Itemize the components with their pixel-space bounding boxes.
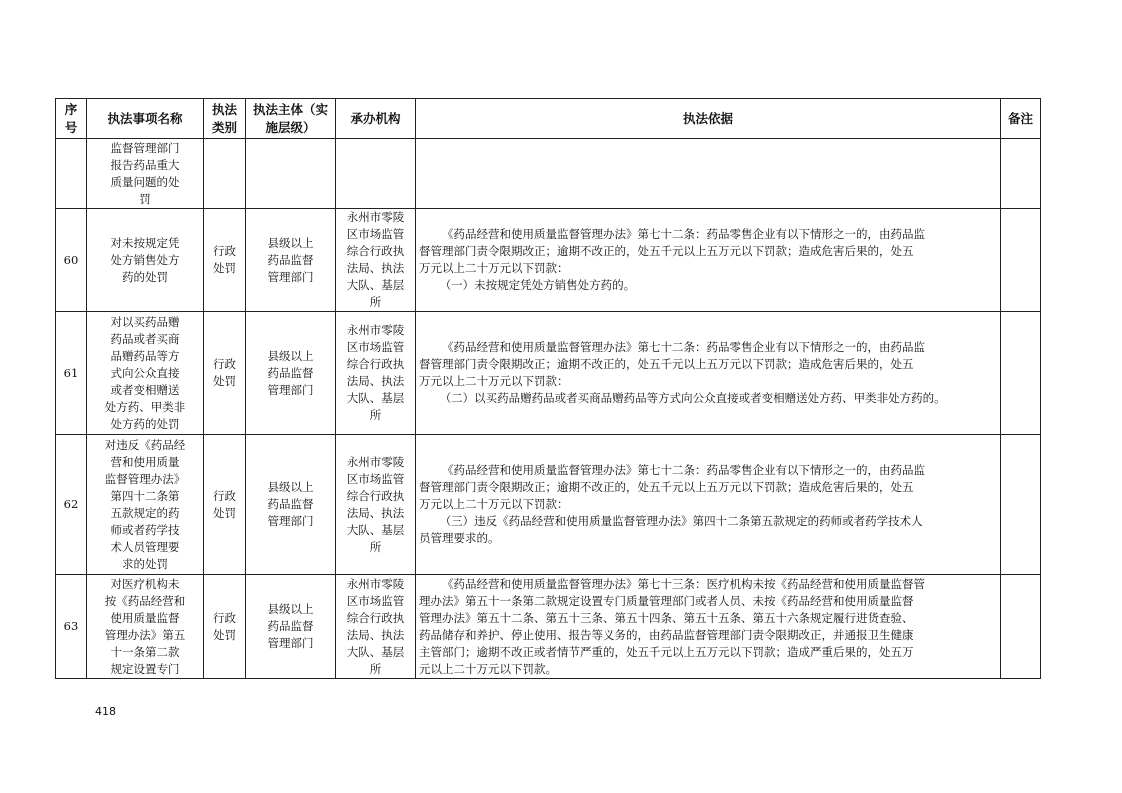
cell-seq: 61 <box>56 312 87 435</box>
name-line: 使用质量监督 <box>110 610 180 625</box>
basis-line: 督管理部门责令限期改正；逾期不改正的，处五千元以上五万元以下罚款；造成危害后果的，处五 <box>419 244 914 258</box>
cell-note <box>1001 139 1041 209</box>
cell-name <box>87 139 204 209</box>
name-line: 按《药品经营和 <box>104 593 186 608</box>
cell-office <box>336 139 416 209</box>
basis-line: 员管理要求的。 <box>419 531 500 545</box>
cell-basis <box>416 435 1001 575</box>
category-line: 处罚 <box>213 627 236 642</box>
office-line: 大队、基层 <box>346 644 405 659</box>
cell-name <box>87 575 204 679</box>
basis-line: 药品储存和养护、停止使用、报告等义务的，由药品监督管理部门责令限期改正，并通报卫生健康 <box>419 627 914 642</box>
category-line: 行政 <box>213 244 236 258</box>
header-note: 备注 <box>1001 99 1041 139</box>
name-line: 报告药品重大 <box>110 157 180 172</box>
name-line: 式向公众直接 <box>110 365 180 380</box>
basis-line: 万元以上二十万元以下罚款： <box>419 497 569 511</box>
cell-subject <box>246 209 336 312</box>
cell-name <box>87 435 204 575</box>
cell-name <box>87 312 204 435</box>
basis-line: 万元以上二十万元以下罚款： <box>419 374 569 388</box>
cell-basis <box>416 139 1001 209</box>
cell-seq: 60 <box>56 209 87 312</box>
category-line: 处罚 <box>213 505 236 520</box>
name-line: 术人员管理要 <box>110 539 180 554</box>
subject-line: 管理部门 <box>267 382 314 397</box>
office-line: 大队、基层 <box>346 391 405 405</box>
basis-line: 万元以上二十万元以下罚款： <box>419 261 569 275</box>
subject-line: 药品监督 <box>267 497 314 511</box>
basis-line: 元以上二十万元以下罚款。 <box>419 661 557 676</box>
office-line: 区市场监管 <box>346 593 405 608</box>
header-category: 执法类别 <box>204 99 246 139</box>
name-line: 罚 <box>139 191 151 206</box>
category-line: 处罚 <box>213 374 236 388</box>
cell-name <box>87 209 204 312</box>
office-line: 法局、执法 <box>346 627 405 642</box>
cell-office <box>336 575 416 679</box>
name-line: 对医疗机构未 <box>110 576 180 591</box>
office-line: 区市场监管 <box>346 340 405 354</box>
table-body <box>56 139 1041 679</box>
office-line: 区市场监管 <box>346 227 405 241</box>
office-line: 综合行政执 <box>346 610 405 625</box>
cell-basis <box>416 575 1001 679</box>
office-line: 综合行政执 <box>346 244 405 258</box>
cell-seq <box>56 139 87 209</box>
cell-subject <box>246 312 336 435</box>
name-line: 营和使用质量 <box>110 454 180 469</box>
category-line: 行政 <box>213 488 236 503</box>
office-line: 永州市零陵 <box>346 210 405 224</box>
office-line: 综合行政执 <box>346 357 405 371</box>
cell-office <box>336 312 416 435</box>
name-line: 或者变相赠送 <box>110 382 180 397</box>
table-row <box>56 435 1041 575</box>
cell-note <box>1001 312 1041 435</box>
basis-line: （三）违反《药品经营和使用质量监督管理办法》第四十二条第五款规定的药师或者药学技术人 <box>439 514 923 528</box>
cell-category <box>204 312 246 435</box>
name-line: 对未按规定凭 <box>110 235 180 250</box>
cell-seq: 62 <box>56 435 87 575</box>
basis-line: 理办法》第五十一条第二款规定设置专门质量管理部门或者人员、未按《药品经营和使用质量监督 <box>419 593 914 608</box>
name-line: 第四十二条第 <box>110 488 180 503</box>
name-line: 药品或者买商 <box>110 331 180 346</box>
basis-line: （二）以买药品赠药品或者买商品赠药品等方式向公众直接或者变相赠送处方药、甲类非处方药的。 <box>439 391 946 405</box>
office-line: 永州市零陵 <box>346 576 405 591</box>
category-line: 行政 <box>213 357 236 371</box>
office-line: 综合行政执 <box>346 488 405 503</box>
office-line: 法局、执法 <box>346 505 405 520</box>
office-line: 所 <box>369 408 382 422</box>
subject-line: 县级以上 <box>267 235 314 250</box>
subject-line: 药品监督 <box>267 365 314 380</box>
subject-line: 药品监督 <box>267 619 314 633</box>
table-row <box>56 209 1041 312</box>
cell-category <box>204 575 246 679</box>
name-line: 规定设置专门 <box>110 661 180 676</box>
name-line: 十一条第二款 <box>110 644 180 659</box>
table-row <box>56 575 1041 679</box>
office-line: 所 <box>369 661 382 676</box>
name-line: 师或者药学技 <box>110 522 180 537</box>
name-line: 品赠药品等方 <box>110 348 180 363</box>
office-line: 永州市零陵 <box>346 454 405 469</box>
cell-subject <box>246 139 336 209</box>
cell-subject <box>246 575 336 679</box>
cell-note <box>1001 209 1041 312</box>
cell-office <box>336 209 416 312</box>
name-line: 对以买药品赠 <box>110 314 180 329</box>
basis-line: （一）未按规定凭处方销售处方药的。 <box>439 278 636 292</box>
page-number: 418 <box>95 705 116 718</box>
office-line: 法局、执法 <box>346 261 405 275</box>
office-line: 所 <box>369 295 382 309</box>
table-row <box>56 312 1041 435</box>
category-line: 行政 <box>213 610 236 625</box>
subject-line: 县级以上 <box>267 480 314 494</box>
office-line: 法局、执法 <box>346 374 405 388</box>
name-line: 处方药、甲类非 <box>104 399 186 414</box>
basis-line: 督管理部门责令限期改正；逾期不改正的，处五千元以上五万元以下罚款；造成危害后果的，处五 <box>419 480 914 494</box>
header-subject: 执法主体（实施层级） <box>246 99 336 139</box>
name-line: 质量问题的处 <box>110 174 180 189</box>
office-line: 永州市零陵 <box>346 323 405 337</box>
basis-line: 《药品经营和使用质量监督管理办法》第七十二条：药品零售企业有以下情形之一的，由药品监 <box>442 340 925 354</box>
enforcement-table <box>55 98 1041 679</box>
cell-basis <box>416 209 1001 312</box>
name-line: 监督管理部门 <box>110 140 180 155</box>
header-office: 承办机构 <box>336 99 416 139</box>
subject-line: 管理部门 <box>267 269 314 284</box>
cell-office <box>336 435 416 575</box>
subject-line: 县级以上 <box>267 602 314 616</box>
basis-line: 管理办法》第五十二条、第五十三条、第五十四条、第五十五条、第五十六条规定履行进货查验、 <box>419 610 914 625</box>
office-line: 大队、基层 <box>346 522 405 537</box>
subject-line: 管理部门 <box>267 636 314 650</box>
header-seq: 序号 <box>56 99 87 139</box>
basis-line: 《药品经营和使用质量监督管理办法》第七十二条：药品零售企业有以下情形之一的，由药品监 <box>442 227 925 241</box>
table-row <box>56 139 1041 209</box>
cell-basis <box>416 312 1001 435</box>
cell-category <box>204 209 246 312</box>
name-line: 五款规定的药 <box>110 505 180 520</box>
name-line: 处方药的处罚 <box>110 416 180 431</box>
header-row <box>56 99 1041 139</box>
name-line: 对违反《药品经 <box>104 437 186 452</box>
basis-line: 《药品经营和使用质量监督管理办法》第七十三条：医疗机构未按《药品经营和使用质量监督管 <box>442 576 925 591</box>
header-basis: 执法依据 <box>416 99 1001 139</box>
header-name: 执法事项名称 <box>87 99 204 139</box>
name-line: 药的处罚 <box>122 269 168 284</box>
cell-category <box>204 435 246 575</box>
name-line: 处方销售处方 <box>110 252 180 267</box>
cell-category <box>204 139 246 209</box>
basis-line: 《药品经营和使用质量监督管理办法》第七十二条：药品零售企业有以下情形之一的，由药品监 <box>442 463 925 477</box>
subject-line: 管理部门 <box>267 514 314 528</box>
subject-line: 药品监督 <box>267 252 314 267</box>
name-line: 监督管理办法》 <box>104 471 186 486</box>
cell-note <box>1001 575 1041 679</box>
basis-line: 督管理部门责令限期改正；逾期不改正的，处五千元以上五万元以下罚款；造成危害后果的，处五 <box>419 357 914 371</box>
office-line: 所 <box>369 539 382 554</box>
cell-subject <box>246 435 336 575</box>
subject-line: 县级以上 <box>267 348 314 363</box>
office-line: 区市场监管 <box>346 471 405 486</box>
office-line: 大队、基层 <box>346 278 405 292</box>
cell-seq: 63 <box>56 575 87 679</box>
name-line: 求的处罚 <box>122 556 168 571</box>
basis-line: 主管部门；逾期不改正或者情节严重的，处五千元以上五万元以下罚款；造成严重后果的，处五万 <box>419 644 914 659</box>
category-line: 处罚 <box>213 261 236 275</box>
name-line: 管理办法》第五 <box>104 627 186 642</box>
cell-note <box>1001 435 1041 575</box>
